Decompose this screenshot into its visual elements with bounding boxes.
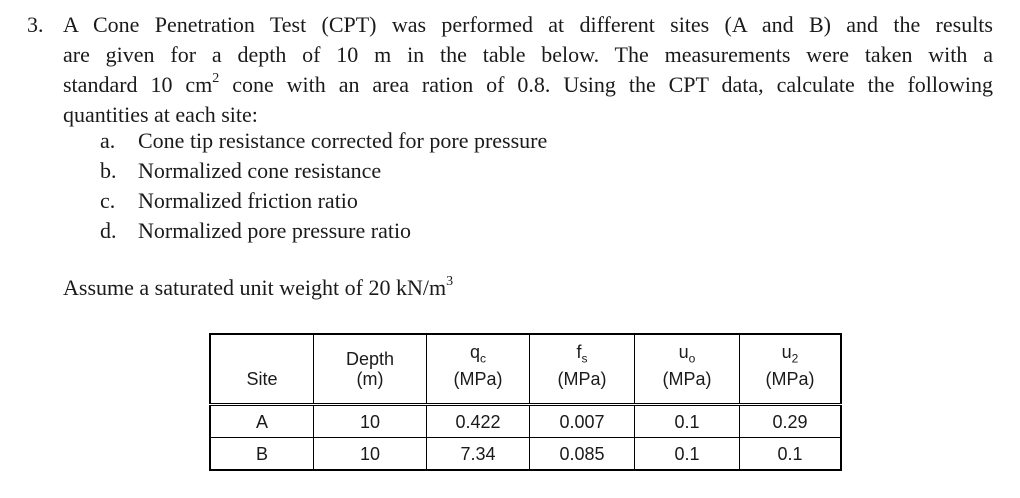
table-cell: 0.422 (427, 405, 530, 438)
table-row (210, 438, 841, 471)
question-number: 3. (27, 12, 44, 37)
part-text: Cone tip resistance corrected for pore pressure (138, 128, 548, 153)
table-row (210, 405, 841, 438)
table-cell: 0.29 (740, 405, 842, 438)
part-label: b. (100, 158, 117, 183)
header-cell: (MPa) (635, 369, 740, 405)
question-line-3a: standard 10 cm (63, 72, 213, 97)
part-text: Normalized pore pressure ratio (138, 218, 412, 243)
part-d (100, 216, 547, 246)
header-cell (210, 334, 314, 369)
header-cell: Site (210, 369, 314, 405)
table-cell: 10 (314, 405, 427, 438)
question-line-3b: cone with an area ration of 0.8. Using the CPT data, calculate the following (232, 72, 994, 97)
table-cell: 0.1 (635, 438, 740, 471)
table-cell: 10 (314, 438, 427, 471)
header-cell: (MPa) (530, 369, 635, 405)
part-text: Normalized friction ratio (138, 188, 358, 213)
part-b (100, 156, 547, 186)
header-cell: $u_2$ (740, 334, 842, 369)
header-cell: $f_s$ (530, 334, 635, 369)
table-cell: 0.1 (635, 405, 740, 438)
cpt-data-table (209, 333, 842, 471)
assumption-text (63, 273, 453, 303)
part-label: c. (100, 188, 116, 213)
table-cell: B (210, 438, 314, 471)
table-cell: 7.34 (427, 438, 530, 471)
header-cell: (MPa) (740, 369, 842, 405)
cm-squared-exponent: 2 (212, 70, 220, 86)
table-cell: 0.1 (740, 438, 842, 471)
part-c (100, 186, 547, 216)
part-label: d. (100, 218, 117, 243)
table-header-row-top (210, 334, 841, 369)
question-line-3 (63, 70, 993, 100)
table-cell: 0.085 (530, 438, 635, 471)
question-line-2: are given for a depth of 10 m in the table below. The measurements were taken with a (63, 42, 993, 67)
header-cell: $q_c$ (427, 334, 530, 369)
question-paragraph (63, 10, 993, 130)
table-cell: 0.007 (530, 405, 635, 438)
table-cell: A (210, 405, 314, 438)
question-line-1: A Cone Penetration Test (CPT) was performed at different sites (A and B) and the results (63, 12, 993, 37)
part-text: Normalized cone resistance (138, 158, 382, 183)
assumption-exponent: 3 (446, 273, 454, 289)
question-line-4: quantities at each site: (63, 102, 258, 127)
header-cell: (MPa) (427, 369, 530, 405)
part-a (100, 126, 547, 156)
part-label: a. (100, 128, 116, 153)
assumption-main: Assume a saturated unit weight of 20 kN/m (63, 275, 447, 300)
question-parts-list (100, 126, 547, 246)
table-header-row-bottom (210, 369, 841, 405)
header-cell: Depth (314, 334, 427, 369)
header-cell: (m) (314, 369, 427, 405)
header-cell: $u_o$ (635, 334, 740, 369)
